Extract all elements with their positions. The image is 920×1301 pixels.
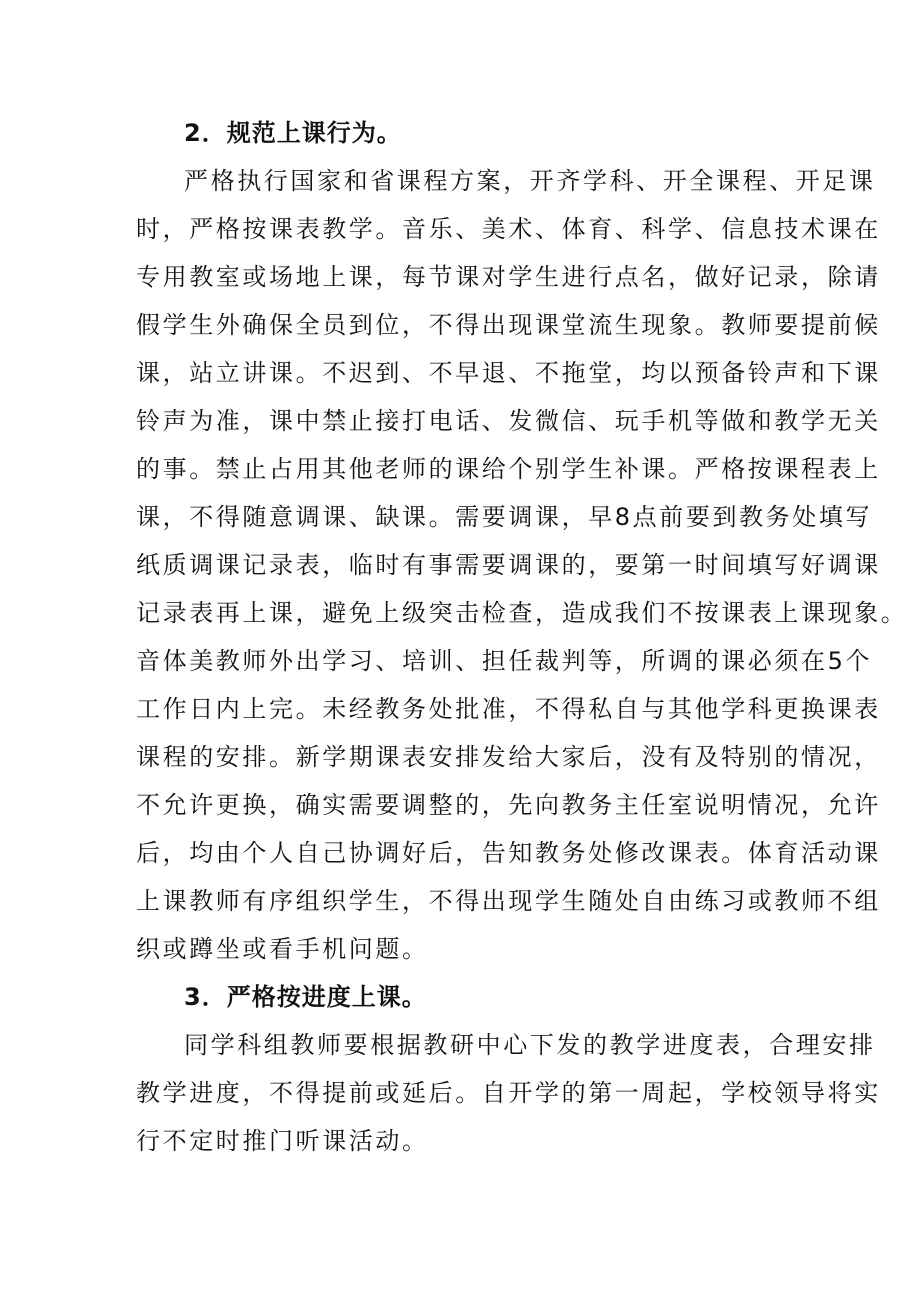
- paragraph-line: 不允许更换，确实需要调整的，先向教务主任室说明情况，允许: [136, 791, 881, 819]
- paragraph-line: 音体美教师外出学习、培训、担任裁判等，所调的课必须在5个: [136, 647, 873, 675]
- paragraph-line: 严格执行国家和省课程方案，开齐学科、开全课程、开足课: [184, 167, 876, 195]
- paragraph-line: 上课教师有序组织学生，不得出现学生随处自由练习或教师不组: [136, 887, 881, 915]
- paragraph-line: 的事。禁止占用其他老师的课给个别学生补课。严格按课程表上: [136, 455, 881, 483]
- paragraph-line: 课，不得随意调课、缺课。需要调课，早8点前要到教务处填写: [136, 503, 873, 531]
- paragraph-line: 工作日内上完。未经教务处批准，不得私自与其他学科更换课表: [136, 695, 881, 723]
- paragraph-line: 同学科组教师要根据教研中心下发的教学进度表，合理安排: [184, 1031, 876, 1059]
- paragraph-line: 铃声为准，课中禁止接打电话、发微信、玩手机等做和教学无关: [136, 407, 881, 435]
- paragraph-line: 教学进度，不得提前或延后。自开学的第一周起，学校领导将实: [136, 1079, 881, 1107]
- paragraph-line: 记录表再上课，避免上级突击检查，造成我们不按课表上课现象。: [136, 599, 908, 627]
- paragraph-line: 课程的安排。新学期课表安排发给大家后，没有及特别的情况，: [136, 743, 881, 771]
- paragraph-line: 行不定时推门听课活动。: [136, 1127, 429, 1155]
- paragraph-line: 织或蹲坐或看手机问题。: [136, 935, 429, 963]
- paragraph-line: 假学生外确保全员到位，不得出现课堂流生现象。教师要提前候: [136, 311, 881, 339]
- paragraph-line: 纸质调课记录表，临时有事需要调课的，要第一时间填写好调课: [136, 551, 881, 579]
- section-heading-3: 3．严格按进度上课。: [184, 983, 427, 1011]
- paragraph-line: 课，站立讲课。不迟到、不早退、不拖堂，均以预备铃声和下课: [136, 359, 881, 387]
- section-heading-2: 2．规范上课行为。: [184, 119, 402, 147]
- paragraph-line: 专用教室或场地上课，每节课对学生进行点名，做好记录，除请: [136, 263, 881, 291]
- paragraph-line: 后，均由个人自己协调好后，告知教务处修改课表。体育活动课: [136, 839, 881, 867]
- paragraph-line: 时，严格按课表教学。音乐、美术、体育、科学、信息技术课在: [136, 215, 881, 243]
